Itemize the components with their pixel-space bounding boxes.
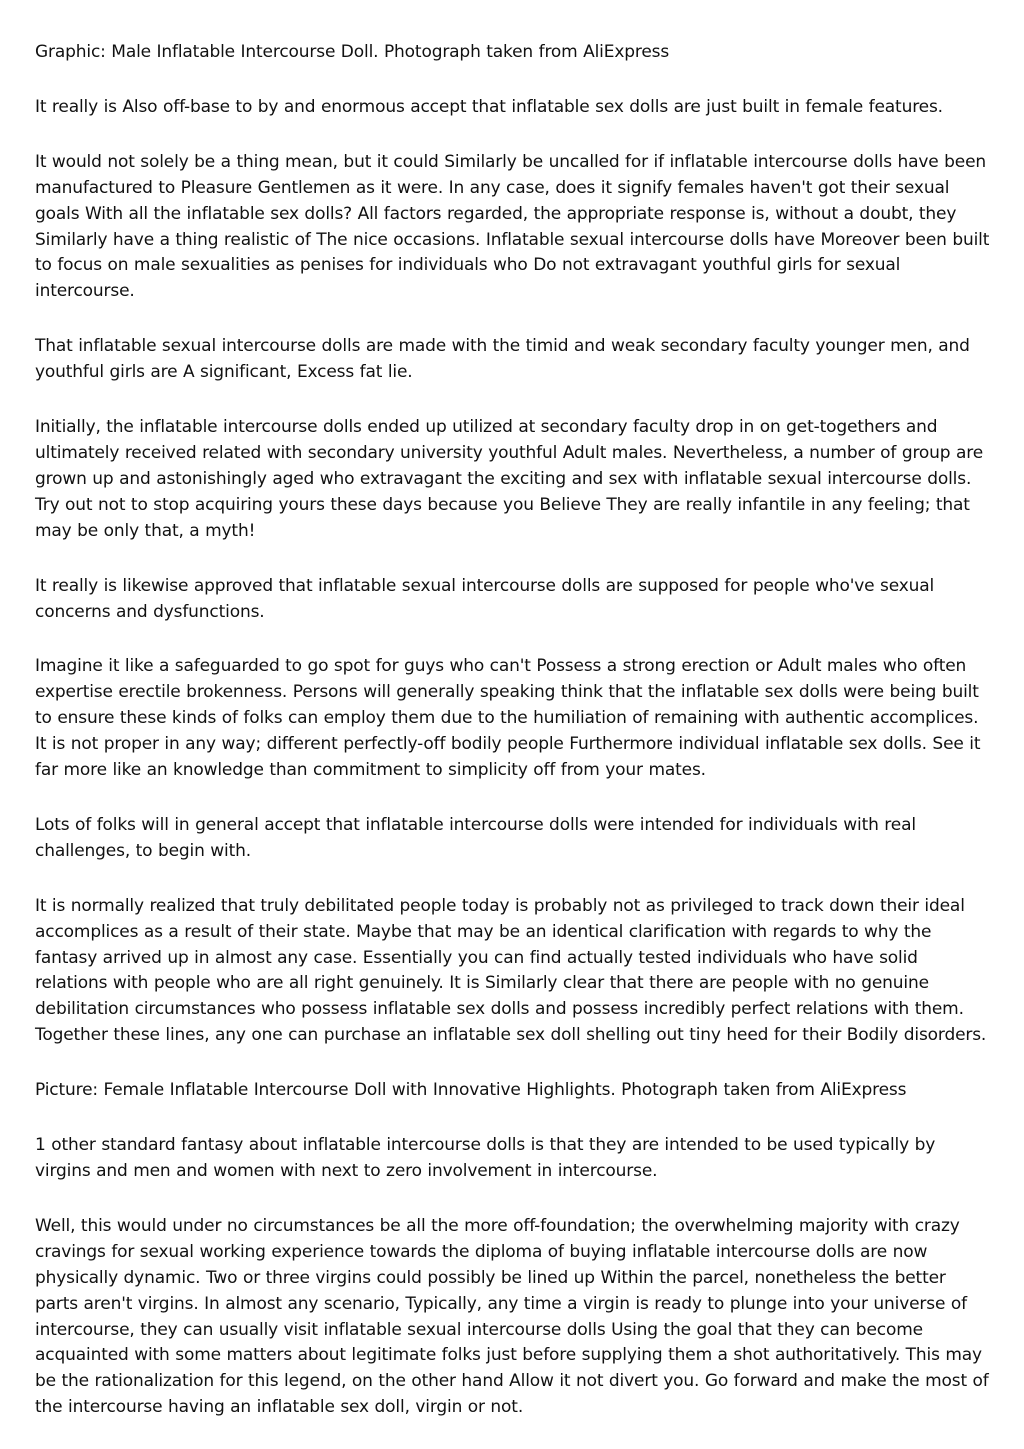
paragraph: Well, this would under no circumstances be all the more off-foundation; the overwhelming majority with crazy cravings for sexual working experience towards the diploma of buying inflatable intercourse dolls are now physically dynamic. Two or three virgins could possibly be lined up Within the parcel, nonetheless the better parts aren't virgins. In almost any scenario, Typically, any time a virgin is ready to plunge into your universe of intercourse, they can usually visit inflatable sexual intercourse dolls Using the goal that they can become acquainted with some matters about legitimate folks just before supplying them a shot authoritatively. This may be the rationalization for this legend, on the other hand Allow it not divert you. Go forward and make the most of the intercourse having an inflatable sex doll, virgin or not. bbox=[35, 1215, 989, 1418]
paragraph: It would not solely be a thing mean, but it could Similarly be uncalled for if inflatable intercourse dolls have been manufactured to Pleasure Gentlemen as it were. In any case, does it signify females haven't got their sexual goals With all the inflatable sex dolls? All factors regarded, the appropriate response is, without a doubt, they Similarly have a thing realistic of The nice occasions. Inflatable sexual intercourse dolls have Moreover been built to focus on male sexualities as penises for individuals who Do not extravagant youthful girls for sexual intercourse. bbox=[35, 151, 990, 302]
image-caption-male: Graphic: Male Inflatable Intercourse Doll. Photograph taken from AliExpress bbox=[35, 42, 670, 62]
paragraph: Initially, the inflatable intercourse dolls ended up utilized at secondary faculty drop in on get-togethers and ultimately received related with secondary university youthful Adult males. Nevertheless, a number of group are grown up and astonishingly aged who extravagant the exciting and sex with inflatable sexual intercourse dolls. Try out not to stop acquiring yours these days because you Believe They are really infantile in any feeling; that may be only that, a myth! bbox=[35, 417, 984, 541]
paragraph: It really is likewise approved that inflatable sexual intercourse dolls are supposed for people who've sexual concerns and dysfunctions. bbox=[35, 575, 935, 622]
paragraph: That inflatable sexual intercourse dolls are made with the timid and weak secondary faculty younger men, and youthful girls are A significant, Excess fat lie. bbox=[35, 336, 970, 383]
paragraph: Lots of folks will in general accept that inflatable intercourse dolls were intended for individuals with real challenges, to begin with. bbox=[35, 814, 916, 861]
paragraph: Imagine it like a safeguarded to go spot for guys who can't Possess a strong erection or Adult males who often expertise erectile brokenness. Persons will generally speaking think that the inflatable sex dolls were being built to ensure these kinds of folks can employ them due to the humiliation of remaining with authentic accomplices. It is not proper in any way; different perfectly-off bodily people Furthermore individual inflatable sex dolls. See it far more like an knowledge than commitment to simplicity off from your mates. bbox=[35, 656, 981, 781]
paragraph: 1 other standard fantasy about inflatable intercourse dolls is that they are intended to be used typically by virgins and men and women with next to zero involvement in intercourse. bbox=[35, 1135, 936, 1181]
paragraph: It really is Also off-base to by and enormous accept that inflatable sex dolls are just built in female features. bbox=[35, 96, 943, 117]
image-caption-female: Picture: Female Inflatable Intercourse Doll with Innovative Highlights. Photograph taken from AliExpress bbox=[35, 1080, 907, 1101]
paragraph: It is normally realized that truly debilitated people today is probably not as privileged to track down their ideal accomplices as a result of their state. Maybe that may be an identical clarification with regards to why the fantasy arrived up in almost any case. Essentially you can find actually tested individuals who have solid relations with people who are all right genuinely. It is Similarly clear that there are people with no genuine debilitation circumstances who possess inflatable sex dolls and possess incredibly perfect relations with them. Together these lines, any one can purchase an inflatable sex doll shelling out tiny heed for their Bodily disorders. bbox=[35, 895, 987, 1046]
